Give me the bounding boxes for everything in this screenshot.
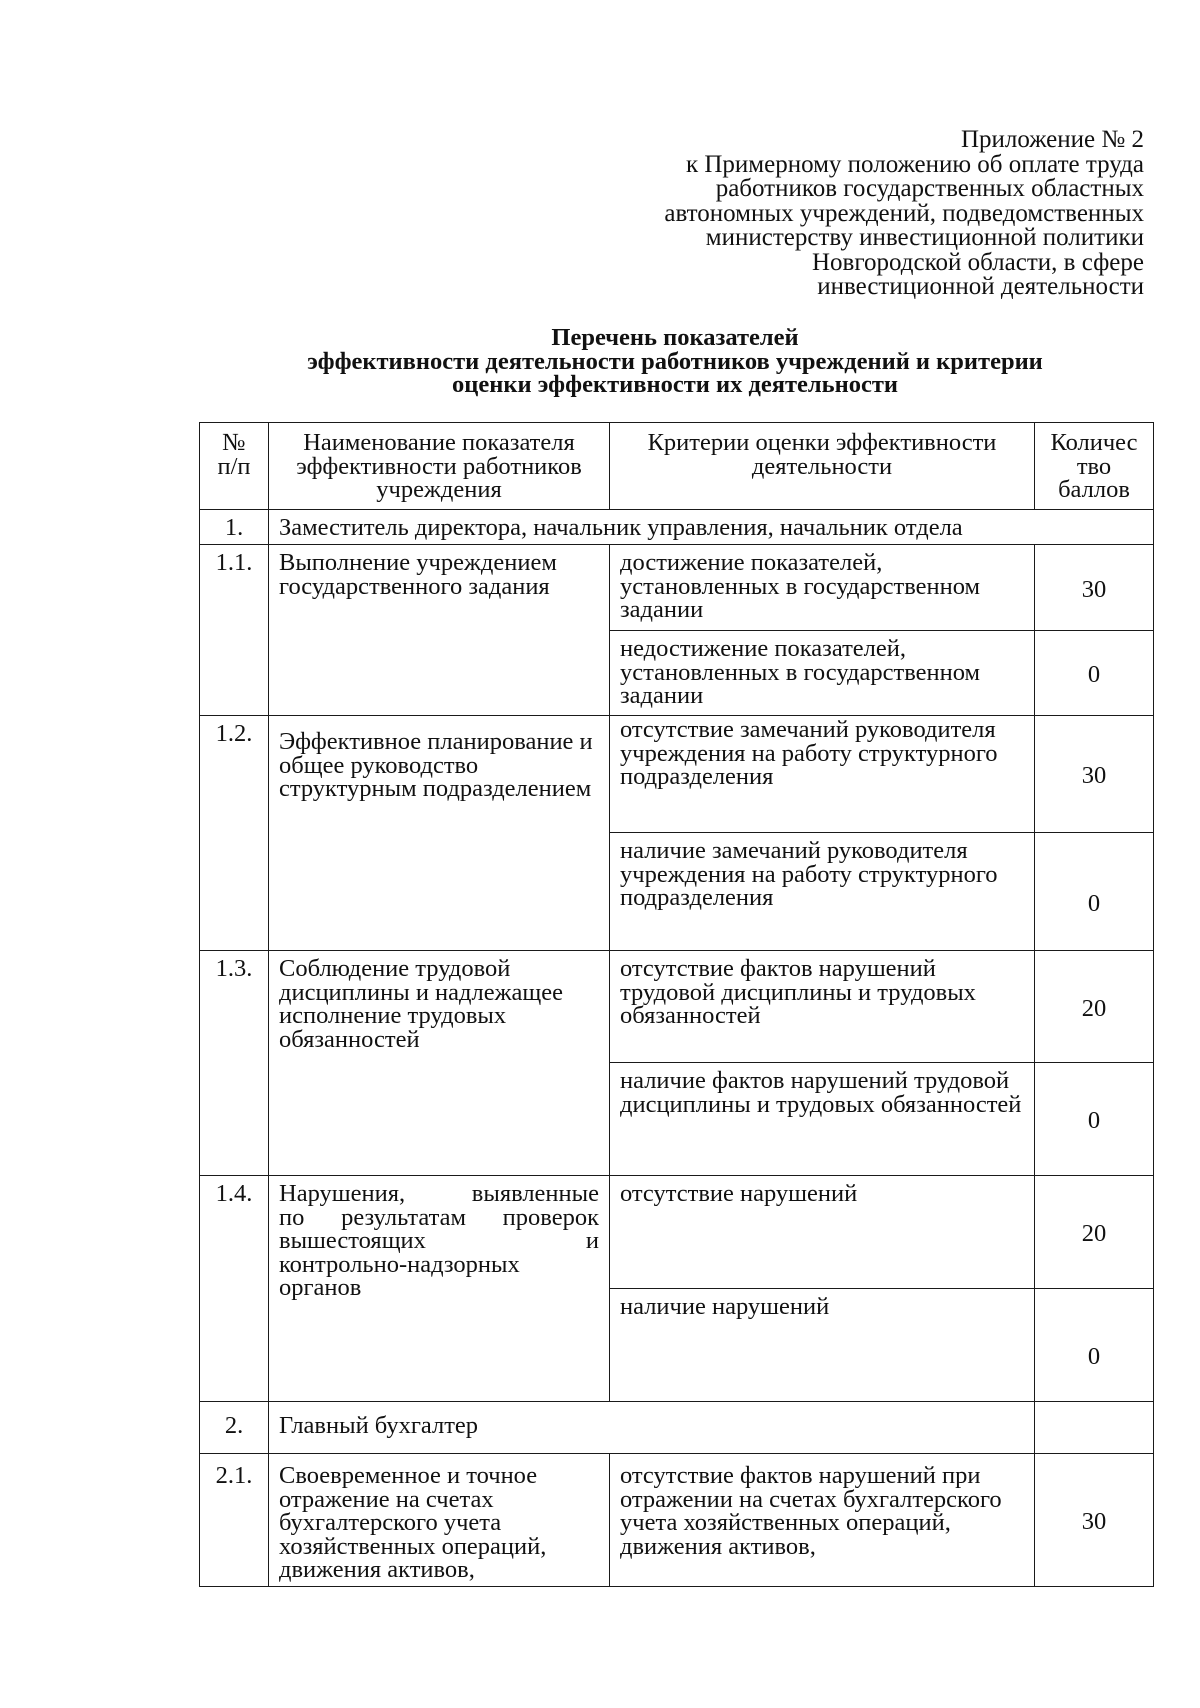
table-header-row <box>200 423 1154 510</box>
section-row <box>200 1402 1154 1454</box>
criterion-points: 20 <box>1035 1176 1154 1289</box>
appendix-line: министерству инвестиционной политики <box>705 224 1144 251</box>
criterion-text: наличие нарушений <box>610 1289 1035 1402</box>
header-points-line: баллов <box>1058 476 1130 503</box>
document-title <box>200 326 1150 397</box>
criterion-points: 20 <box>1035 951 1154 1063</box>
indicator-name: Эффективное планирование и общее руководство структурным подразделением <box>269 716 610 951</box>
header-num <box>200 423 269 510</box>
empty-points-cell <box>1035 1402 1154 1454</box>
criterion-points: 0 <box>1035 833 1154 951</box>
header-criteria: Критерии оценки эффективности деятельности <box>610 423 1035 510</box>
appendix-note <box>584 128 1144 300</box>
criterion-points: 0 <box>1035 1063 1154 1176</box>
appendix-line: к Примерному положению об оплате труда <box>685 150 1144 178</box>
header-points-line: Количес <box>1050 429 1138 456</box>
criterion-text: отсутствие замечаний руководителя учреждения на работу структурного подразделения <box>610 716 1035 833</box>
table-row <box>200 951 1154 1063</box>
title-line: Перечень показателей <box>551 324 799 351</box>
criterion-points: 30 <box>1035 716 1154 833</box>
indicators-table <box>199 422 1154 1587</box>
row-num: 1.4. <box>200 1176 269 1402</box>
table-row <box>200 545 1154 631</box>
row-num: 1.1. <box>200 545 269 716</box>
criterion-text: отсутствие фактов нарушений трудовой дисциплины и трудовых обязанностей <box>610 951 1035 1063</box>
appendix-line: работников государственных областных <box>715 175 1144 202</box>
row-num: 1.3. <box>200 951 269 1176</box>
table-row <box>200 1176 1154 1289</box>
criterion-points: 30 <box>1035 1454 1154 1587</box>
appendix-line: автономных учреждений, подведомственных <box>664 199 1144 227</box>
table-row <box>200 1454 1154 1587</box>
indicator-name: Соблюдение трудовой дисциплины и надлежащее исполнение трудовых обязанностей <box>269 951 610 1176</box>
criterion-text: наличие замечаний руководителя учреждения на работу структурного подразделения <box>610 833 1035 951</box>
row-num: 2. <box>200 1402 269 1454</box>
appendix-line: Приложение № 2 <box>960 126 1144 153</box>
criterion-points: 30 <box>1035 545 1154 631</box>
header-points-line: тво <box>1076 452 1112 480</box>
indicator-name <box>269 1176 610 1402</box>
header-num-line: п/п <box>217 452 251 480</box>
criterion-text: достижение показателей, установленных в государственном задании <box>610 545 1035 631</box>
section-title: Главный бухгалтер <box>269 1402 1035 1454</box>
indicator-name-line: контрольно-надзорных <box>279 1250 520 1278</box>
indicator-name: Своевременное и точное отражение на счетах бухгалтерского учета хозяйственных операций, движения активов, <box>269 1454 610 1587</box>
row-num: 1. <box>200 510 269 545</box>
indicator-name: Выполнение учреждением государственного задания <box>269 545 610 716</box>
section-row <box>200 510 1154 545</box>
indicator-name-line: Нарушения, выявленные <box>279 1180 599 1207</box>
criterion-text: отсутствие фактов нарушений при отражении на счетах бухгалтерского учета хозяйственных операций, движения активов, <box>610 1454 1035 1587</box>
row-num: 2.1. <box>200 1454 269 1587</box>
indicator-name-line: по результатам проверок <box>279 1203 599 1231</box>
criterion-points: 0 <box>1035 631 1154 716</box>
criterion-text: недостижение показателей, установленных в государственном задании <box>610 631 1035 716</box>
table-row <box>200 716 1154 833</box>
indicator-name-line: вышестоящих и <box>279 1227 599 1254</box>
header-points <box>1035 423 1154 510</box>
row-num: 1.2. <box>200 716 269 951</box>
title-line: эффективности деятельности работников учреждений и критерии <box>307 347 1043 375</box>
appendix-line: Новгородской области, в сфере <box>811 248 1144 276</box>
header-name: Наименование показателя эффективности работников учреждения <box>269 423 610 510</box>
title-line: оценки эффективности их деятельности <box>452 371 898 398</box>
section-title: Заместитель директора, начальник управления, начальник отдела <box>269 510 1154 545</box>
criterion-text: отсутствие нарушений <box>610 1176 1035 1289</box>
indicator-name-line: органов <box>279 1274 362 1301</box>
criterion-points: 0 <box>1035 1289 1154 1402</box>
header-num-line: № <box>222 429 246 456</box>
appendix-line: инвестиционной деятельности <box>817 273 1144 300</box>
criterion-text: наличие фактов нарушений трудовой дисциплины и трудовых обязанностей <box>610 1063 1035 1176</box>
